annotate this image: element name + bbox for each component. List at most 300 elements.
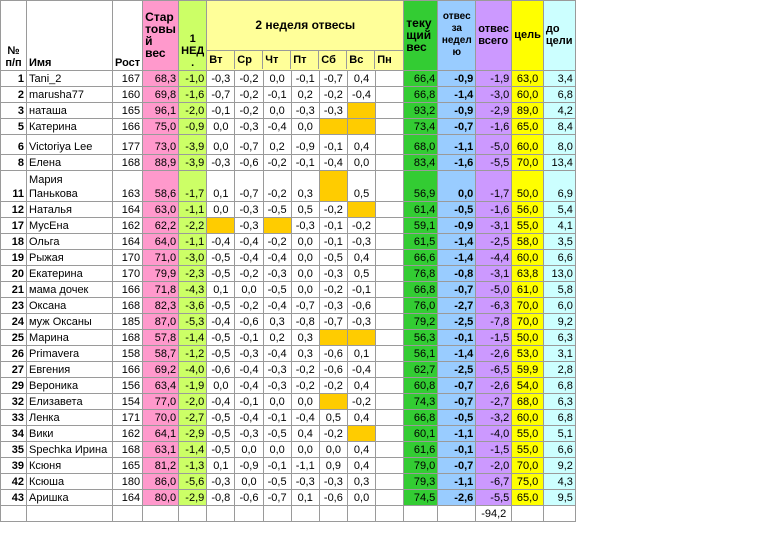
table-row — [1, 155, 576, 171]
day-value-cell: -0,4 — [235, 250, 263, 266]
table-row — [1, 234, 576, 250]
to-goal-cell: 6,9 — [543, 171, 575, 202]
member-name: Елизавета — [27, 394, 113, 410]
day-value-cell: -0,3 — [319, 103, 347, 119]
week1-loss-cell: -4,0 — [179, 362, 207, 378]
goal-cell: 53,0 — [512, 346, 544, 362]
day-value-cell: -0,2 — [291, 362, 319, 378]
current-weight-cell: 60,1 — [404, 426, 438, 442]
empty-cell — [543, 506, 575, 522]
height-cell: 165 — [113, 103, 143, 119]
week-loss-cell: -2,5 — [438, 362, 476, 378]
day-value-cell: -0,3 — [347, 234, 375, 250]
day-value-cell: 0,3 — [291, 346, 319, 362]
week1-loss-cell: -1,4 — [179, 442, 207, 458]
to-goal-cell: 4,2 — [543, 103, 575, 119]
day-value-cell: -0,3 — [207, 155, 235, 171]
day-value-cell: -0,5 — [263, 282, 291, 298]
total-loss-cell: -3,2 — [476, 410, 512, 426]
member-name: Наталья — [27, 202, 113, 218]
table-row — [1, 135, 576, 155]
member-name: Мария Панькова — [27, 171, 113, 202]
day-value-cell: 0,4 — [291, 426, 319, 442]
goal-cell: 59,9 — [512, 362, 544, 378]
member-name: муж Оксаны — [27, 314, 113, 330]
day-value-cell: -0,4 — [263, 119, 291, 135]
height-cell: 164 — [113, 490, 143, 506]
total-loss-cell: -2,6 — [476, 346, 512, 362]
day-value-cell: -0,1 — [263, 458, 291, 474]
table-row — [1, 314, 576, 330]
height-cell: 162 — [113, 426, 143, 442]
current-weight-cell: 93,2 — [404, 103, 438, 119]
day-value-cell: 0,1 — [207, 458, 235, 474]
week-loss-cell: -0,5 — [438, 410, 476, 426]
day-value-cell: -0,2 — [319, 378, 347, 394]
day-value-cell: -0,8 — [291, 314, 319, 330]
current-weight-cell: 60,8 — [404, 378, 438, 394]
day-value-cell: -0,3 — [291, 218, 319, 234]
start-weight-cell: 63,0 — [143, 202, 179, 218]
day-value-cell: -0,5 — [263, 426, 291, 442]
day-value-cell — [376, 135, 404, 155]
day-value-cell — [376, 378, 404, 394]
day-value-cell: 0,0 — [207, 378, 235, 394]
day-value-cell — [376, 266, 404, 282]
to-goal-cell: 5,4 — [543, 202, 575, 218]
empty-cell — [376, 506, 404, 522]
day-value-cell — [263, 218, 291, 234]
empty-cell — [404, 506, 438, 522]
day-value-cell: -0,2 — [263, 234, 291, 250]
week-loss-cell: -0,5 — [438, 202, 476, 218]
day-value-cell: 0,0 — [207, 202, 235, 218]
goal-cell: 55,0 — [512, 442, 544, 458]
day-value-cell — [376, 330, 404, 346]
week-loss-cell: 0,0 — [438, 171, 476, 202]
to-goal-cell: 3,5 — [543, 234, 575, 250]
member-name: Оксана — [27, 298, 113, 314]
start-weight-cell: 57,8 — [143, 330, 179, 346]
start-weight-cell: 58,6 — [143, 171, 179, 202]
empty-cell — [143, 506, 179, 522]
day-value-cell: 0,4 — [347, 250, 375, 266]
current-weight-cell: 83,4 — [404, 155, 438, 171]
day-value-cell: -0,3 — [235, 202, 263, 218]
week-loss-cell: -0,1 — [438, 442, 476, 458]
current-weight-cell: 74,5 — [404, 490, 438, 506]
height-cell: 163 — [113, 171, 143, 202]
day-value-cell: -0,7 — [319, 71, 347, 87]
row-number: 42 — [1, 474, 27, 490]
day-header: Ср — [235, 51, 263, 69]
to-goal-cell: 6,8 — [543, 87, 575, 103]
to-goal-cell: 4,1 — [543, 218, 575, 234]
table-row — [1, 103, 576, 119]
to-goal-cell: 6,6 — [543, 250, 575, 266]
day-value-cell — [207, 218, 235, 234]
member-name: Катерина — [27, 119, 113, 135]
goal-cell: 54,0 — [512, 378, 544, 394]
current-weight-cell: 66,8 — [404, 410, 438, 426]
header-to-goal: до цели — [543, 1, 575, 71]
start-weight-cell: 71,8 — [143, 282, 179, 298]
day-value-cell: -0,3 — [291, 103, 319, 119]
header-total-loss: отвес всего — [476, 1, 512, 71]
day-value-cell — [376, 346, 404, 362]
day-value-cell: -0,2 — [319, 87, 347, 103]
goal-cell: 75,0 — [512, 474, 544, 490]
day-value-cell: -0,7 — [235, 135, 263, 155]
height-cell: 166 — [113, 119, 143, 135]
header-row — [1, 1, 576, 71]
height-cell: 160 — [113, 87, 143, 103]
table-row — [1, 218, 576, 234]
goal-cell: 70,0 — [512, 458, 544, 474]
day-value-cell — [376, 87, 404, 103]
table-row — [1, 426, 576, 442]
to-goal-cell: 8,4 — [543, 119, 575, 135]
day-value-cell — [376, 362, 404, 378]
day-value-cell: 0,0 — [319, 442, 347, 458]
week1-loss-cell: -2,2 — [179, 218, 207, 234]
member-name: Victoriya Lee — [27, 135, 113, 155]
goal-cell: 55,0 — [512, 218, 544, 234]
day-value-cell: 0,0 — [291, 282, 319, 298]
row-number: 17 — [1, 218, 27, 234]
total-loss-cell: -6,7 — [476, 474, 512, 490]
current-weight-cell: 79,0 — [404, 458, 438, 474]
day-value-cell: -0,4 — [291, 410, 319, 426]
day-value-cell: -0,3 — [263, 362, 291, 378]
week1-loss-cell: -1,6 — [179, 87, 207, 103]
current-weight-cell: 68,0 — [404, 135, 438, 155]
member-name: Вероника — [27, 378, 113, 394]
member-name: Елена — [27, 155, 113, 171]
goal-cell: 63,0 — [512, 71, 544, 87]
row-number: 35 — [1, 442, 27, 458]
day-value-cell: -0,4 — [207, 394, 235, 410]
day-value-cell: 0,4 — [347, 458, 375, 474]
row-number: 29 — [1, 378, 27, 394]
week1-loss-cell: -2,9 — [179, 490, 207, 506]
total-loss-cell: -4,0 — [476, 426, 512, 442]
goal-cell: 68,0 — [512, 394, 544, 410]
day-value-cell: -0,2 — [263, 155, 291, 171]
day-value-cell: -0,4 — [235, 362, 263, 378]
day-value-cell: 0,3 — [263, 314, 291, 330]
day-value-cell: -0,2 — [235, 71, 263, 87]
row-number: 26 — [1, 346, 27, 362]
table-row — [1, 346, 576, 362]
total-loss-cell: -5,0 — [476, 282, 512, 298]
row-number: 6 — [1, 135, 27, 155]
day-value-cell: 0,3 — [291, 171, 319, 202]
height-cell: 168 — [113, 298, 143, 314]
total-loss-cell: -6,3 — [476, 298, 512, 314]
day-value-cell: -0,3 — [235, 426, 263, 442]
current-weight-cell: 56,3 — [404, 330, 438, 346]
day-value-cell: 0,4 — [347, 135, 375, 155]
to-goal-cell: 6,8 — [543, 410, 575, 426]
to-goal-cell: 9,2 — [543, 314, 575, 330]
day-value-cell: -0,6 — [319, 490, 347, 506]
empty-cell — [319, 506, 347, 522]
day-value-cell: -0,1 — [207, 103, 235, 119]
day-value-cell: -0,7 — [291, 298, 319, 314]
day-value-cell — [347, 103, 375, 119]
start-weight-cell: 75,0 — [143, 119, 179, 135]
total-loss-cell: -1,7 — [476, 171, 512, 202]
row-number: 43 — [1, 490, 27, 506]
day-value-cell: 0,5 — [347, 171, 375, 202]
total-loss-sum: -94,2 — [476, 506, 512, 522]
week-loss-cell: -0,8 — [438, 266, 476, 282]
day-value-cell: -0,6 — [235, 314, 263, 330]
total-loss-cell: -3,1 — [476, 266, 512, 282]
start-weight-cell: 58,7 — [143, 346, 179, 362]
row-number: 34 — [1, 426, 27, 442]
day-value-cell: -0,7 — [207, 87, 235, 103]
member-name: Рыжая — [27, 250, 113, 266]
day-value-cell: 0,1 — [207, 282, 235, 298]
start-weight-cell: 96,1 — [143, 103, 179, 119]
day-value-cell — [376, 71, 404, 87]
row-number: 3 — [1, 103, 27, 119]
goal-cell: 65,0 — [512, 119, 544, 135]
week1-loss-cell: -1,0 — [179, 71, 207, 87]
height-cell: 180 — [113, 474, 143, 490]
goal-cell: 70,0 — [512, 314, 544, 330]
day-value-cell: -0,2 — [291, 378, 319, 394]
week1-loss-cell: -2,7 — [179, 410, 207, 426]
start-weight-cell: 73,0 — [143, 135, 179, 155]
day-value-cell: 0,9 — [319, 458, 347, 474]
day-value-cell: -0,1 — [263, 87, 291, 103]
day-value-cell: -0,3 — [207, 474, 235, 490]
height-cell: 164 — [113, 202, 143, 218]
header-start-weight: Стар товы й вес — [143, 1, 179, 71]
to-goal-cell: 6,3 — [543, 394, 575, 410]
day-value-cell: 0,4 — [347, 378, 375, 394]
day-value-cell: -0,4 — [347, 362, 375, 378]
day-value-cell: -0,4 — [347, 87, 375, 103]
start-weight-cell: 86,0 — [143, 474, 179, 490]
current-weight-cell: 59,1 — [404, 218, 438, 234]
row-number: 20 — [1, 266, 27, 282]
total-loss-cell: -1,9 — [476, 71, 512, 87]
row-number: 8 — [1, 155, 27, 171]
start-weight-cell: 69,8 — [143, 87, 179, 103]
sum-row — [1, 506, 576, 522]
row-number: 39 — [1, 458, 27, 474]
week1-loss-cell: -1,2 — [179, 346, 207, 362]
week1-loss-cell: -5,3 — [179, 314, 207, 330]
table-row — [1, 490, 576, 506]
day-value-cell: -0,4 — [235, 410, 263, 426]
day-value-cell: 0,3 — [347, 474, 375, 490]
day-value-cell: 0,0 — [291, 266, 319, 282]
day-value-cell: -0,5 — [207, 442, 235, 458]
total-loss-cell: -2,6 — [476, 378, 512, 394]
goal-cell: 56,0 — [512, 202, 544, 218]
start-weight-cell: 71,0 — [143, 250, 179, 266]
to-goal-cell: 8,0 — [543, 135, 575, 155]
total-loss-cell: -2,7 — [476, 394, 512, 410]
start-weight-cell: 68,3 — [143, 71, 179, 87]
day-value-cell: -0,2 — [347, 394, 375, 410]
member-name: Ксюня — [27, 458, 113, 474]
table-row — [1, 202, 576, 218]
day-value-cell: -0,5 — [263, 202, 291, 218]
day-value-cell: -0,8 — [207, 490, 235, 506]
to-goal-cell: 6,8 — [543, 378, 575, 394]
to-goal-cell: 9,5 — [543, 490, 575, 506]
table-row — [1, 362, 576, 378]
height-cell: 185 — [113, 314, 143, 330]
day-value-cell: -1,1 — [291, 458, 319, 474]
day-value-cell: -0,5 — [263, 474, 291, 490]
day-value-cell: -0,5 — [207, 250, 235, 266]
current-weight-cell: 79,2 — [404, 314, 438, 330]
week-loss-cell: -2,6 — [438, 490, 476, 506]
current-weight-cell: 66,4 — [404, 71, 438, 87]
day-value-cell — [347, 330, 375, 346]
day-value-cell: -0,1 — [319, 234, 347, 250]
week-loss-cell: -0,9 — [438, 218, 476, 234]
row-number: 27 — [1, 362, 27, 378]
current-weight-cell: 79,3 — [404, 474, 438, 490]
day-value-cell: 0,5 — [347, 266, 375, 282]
week-loss-cell: -0,1 — [438, 330, 476, 346]
empty-cell — [263, 506, 291, 522]
table-row — [1, 378, 576, 394]
empty-cell — [27, 506, 113, 522]
day-header: Чт — [263, 51, 291, 69]
to-goal-cell: 3,4 — [543, 71, 575, 87]
day-value-cell: 0,1 — [291, 490, 319, 506]
day-value-cell — [376, 298, 404, 314]
total-loss-cell: -6,5 — [476, 362, 512, 378]
start-weight-cell: 69,2 — [143, 362, 179, 378]
start-weight-cell: 63,1 — [143, 442, 179, 458]
day-value-cell — [319, 330, 347, 346]
member-name: marusha77 — [27, 87, 113, 103]
total-loss-cell: -1,6 — [476, 202, 512, 218]
day-value-cell: 0,2 — [263, 135, 291, 155]
week1-loss-cell: -4,3 — [179, 282, 207, 298]
total-loss-cell: -5,0 — [476, 135, 512, 155]
day-value-cell: 0,0 — [291, 442, 319, 458]
day-value-cell: -0,3 — [263, 378, 291, 394]
day-value-cell: -0,6 — [347, 298, 375, 314]
day-value-cell — [376, 103, 404, 119]
table-row — [1, 87, 576, 103]
day-value-cell: 0,0 — [207, 135, 235, 155]
day-value-cell: -0,2 — [319, 426, 347, 442]
to-goal-cell: 4,3 — [543, 474, 575, 490]
day-value-cell — [376, 234, 404, 250]
day-value-cell: 0,1 — [207, 171, 235, 202]
current-weight-cell: 66,8 — [404, 282, 438, 298]
to-goal-cell: 2,8 — [543, 362, 575, 378]
total-loss-cell: -4,4 — [476, 250, 512, 266]
header-name: Имя — [27, 1, 113, 71]
table-row — [1, 266, 576, 282]
goal-cell: 89,0 — [512, 103, 544, 119]
goal-cell: 65,0 — [512, 490, 544, 506]
row-number: 1 — [1, 71, 27, 87]
day-value-cell: 0,0 — [291, 394, 319, 410]
day-value-cell: -0,3 — [263, 266, 291, 282]
day-value-cell: -0,3 — [235, 119, 263, 135]
row-number: 5 — [1, 119, 27, 135]
total-loss-cell: -3,1 — [476, 218, 512, 234]
day-value-cell: -0,5 — [207, 330, 235, 346]
day-value-cell: -0,3 — [235, 218, 263, 234]
current-weight-cell: 66,6 — [404, 250, 438, 266]
height-cell: 162 — [113, 218, 143, 234]
week1-loss-cell: -2,3 — [179, 266, 207, 282]
day-value-cell: 0,0 — [235, 474, 263, 490]
member-name: Primavera — [27, 346, 113, 362]
total-loss-cell: -5,5 — [476, 155, 512, 171]
row-number: 23 — [1, 298, 27, 314]
start-weight-cell: 79,9 — [143, 266, 179, 282]
day-value-cell: -0,6 — [319, 346, 347, 362]
row-number: 21 — [1, 282, 27, 298]
to-goal-cell: 3,1 — [543, 346, 575, 362]
start-weight-cell: 64,1 — [143, 426, 179, 442]
current-weight-cell: 61,5 — [404, 234, 438, 250]
day-value-cell: -0,4 — [263, 250, 291, 266]
day-value-cell — [319, 171, 347, 202]
day-value-cell: 0,4 — [347, 71, 375, 87]
day-value-cell: -0,6 — [235, 155, 263, 171]
week-loss-cell: -1,1 — [438, 135, 476, 155]
day-value-cell — [376, 426, 404, 442]
table-row — [1, 330, 576, 346]
row-number: 25 — [1, 330, 27, 346]
day-value-cell: -0,3 — [347, 314, 375, 330]
day-value-cell: 0,5 — [291, 202, 319, 218]
day-value-cell — [376, 490, 404, 506]
week-loss-cell: -1,1 — [438, 474, 476, 490]
total-loss-cell: -2,0 — [476, 458, 512, 474]
total-loss-cell: -1,5 — [476, 442, 512, 458]
week1-loss-cell: -3,9 — [179, 155, 207, 171]
row-number: 24 — [1, 314, 27, 330]
start-weight-cell: 63,4 — [143, 378, 179, 394]
day-value-cell: -0,3 — [235, 346, 263, 362]
height-cell: 168 — [113, 155, 143, 171]
day-value-cell: -0,1 — [235, 394, 263, 410]
day-value-cell: 0,0 — [347, 155, 375, 171]
day-value-cell: -0,3 — [319, 266, 347, 282]
day-value-cell: 0,1 — [347, 346, 375, 362]
current-weight-cell: 56,1 — [404, 346, 438, 362]
day-header: Вс — [347, 51, 375, 69]
day-header: Вт — [207, 51, 235, 69]
member-name: Ксюша — [27, 474, 113, 490]
header-num: № п/п — [1, 1, 27, 71]
goal-cell: 70,0 — [512, 155, 544, 171]
day-value-cell: 0,2 — [291, 87, 319, 103]
row-number: 12 — [1, 202, 27, 218]
day-value-cell — [376, 282, 404, 298]
day-value-cell: -0,5 — [207, 298, 235, 314]
day-value-cell: -0,5 — [207, 410, 235, 426]
